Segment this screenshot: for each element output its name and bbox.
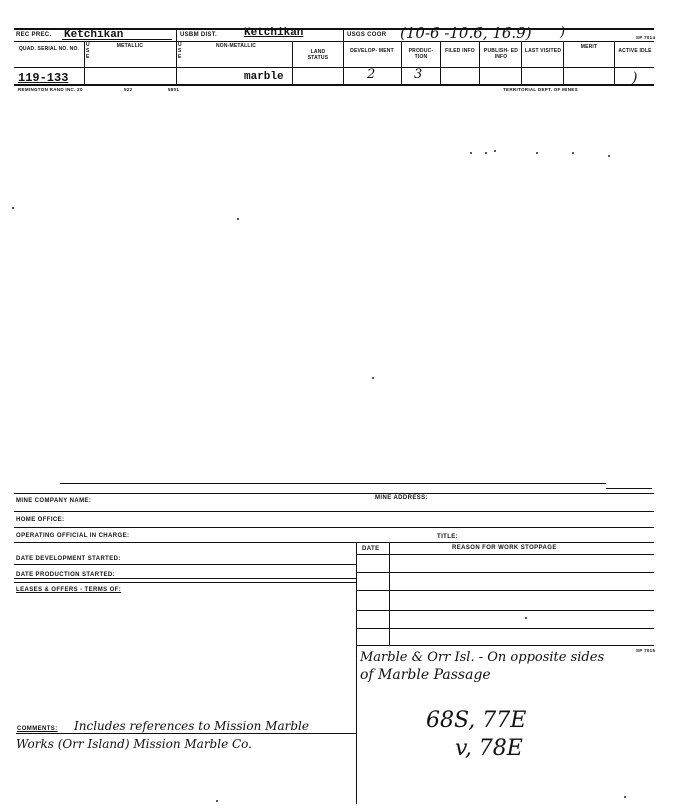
record-develop: 2 <box>367 67 376 82</box>
col-published-info: PUBLISH- ED INFO <box>483 48 519 60</box>
title-label: TITLE: <box>437 534 459 540</box>
col-land-status: LAND STATUS <box>307 49 329 61</box>
usgs-coor-tail: ) <box>560 25 566 40</box>
col-quad-serial: QUAD. SERIAL NO. NO. <box>18 46 80 52</box>
home-office-label: HOME OFFICE: <box>16 517 65 523</box>
operating-official-label: OPERATING OFFICIAL IN CHARGE: <box>16 533 130 539</box>
printer-code-2: 5801 <box>168 87 180 92</box>
comments-label: COMMENTS: <box>17 726 58 732</box>
reason-column-label: REASON FOR WORK STOPPAGE <box>452 545 557 551</box>
col-use-2: U S E <box>178 42 182 60</box>
col-use-1: U S E <box>86 42 90 60</box>
leases-offers-label: LEASES & OFFERS - TERMS OF: <box>16 587 122 593</box>
col-production: PRODUC- TION <box>408 48 434 60</box>
record-active-idle: ) <box>632 70 638 86</box>
col-non-metallic: NON-METALLIC <box>215 43 257 49</box>
figure-line-1: 68S, 77E <box>426 708 527 733</box>
record-non-metallic: marble <box>244 71 284 83</box>
form-number-top: SP 7014 <box>636 35 656 40</box>
mine-address-label: MINE ADDRESS: <box>375 495 428 501</box>
date-column-label: DATE <box>362 546 380 552</box>
col-metallic: METALLIC <box>116 43 144 49</box>
note-line-1: Marble & Orr Isl. - On opposite sides <box>360 650 605 665</box>
date-production-label: DATE PRODUCTION STARTED: <box>16 572 116 578</box>
record-production: 3 <box>414 67 423 82</box>
rec-prec-label: REC PREC. <box>16 32 52 38</box>
comments-line-1: Includes references to Mission Marble <box>74 719 309 733</box>
record-quad-serial: 119-133 <box>18 71 69 85</box>
comments-line-2: Works (Orr Island) Mission Marble Co. <box>16 737 252 751</box>
date-development-label: DATE DEVELOPMENT STARTED: <box>16 556 121 562</box>
figure-line-2: v, 78E <box>455 736 523 761</box>
col-last-visited: LAST VISITED <box>524 48 562 54</box>
mine-company-name-label: MINE COMPANY NAME: <box>16 498 92 504</box>
col-develop: DEVELOP- MENT <box>350 48 394 54</box>
note-line-2: of Marble Passage <box>360 667 491 683</box>
col-active-idle: ACTIVE IDLE <box>618 48 652 54</box>
printer-code-1: 522 <box>124 87 133 92</box>
dept-imprint: TERRITORIAL DEPT. OF MINES <box>503 87 578 92</box>
usgs-coor-label: USGS COOR <box>347 32 387 38</box>
col-filed-info: FILED INFO <box>445 48 475 54</box>
usbm-dist-value: Ketchikan <box>244 27 304 39</box>
rec-prec-value: Ketchikan <box>64 29 124 41</box>
usgs-coor-value: (10-6 -10.6, 16.9) <box>400 24 532 42</box>
col-merit: MERIT <box>580 44 598 50</box>
printer-imprint: REMINGTON RAND INC. 20 <box>18 87 83 92</box>
usbm-dist-label: USBM DIST. <box>180 32 218 38</box>
form-number-bottom: SP 7015 <box>636 648 656 653</box>
